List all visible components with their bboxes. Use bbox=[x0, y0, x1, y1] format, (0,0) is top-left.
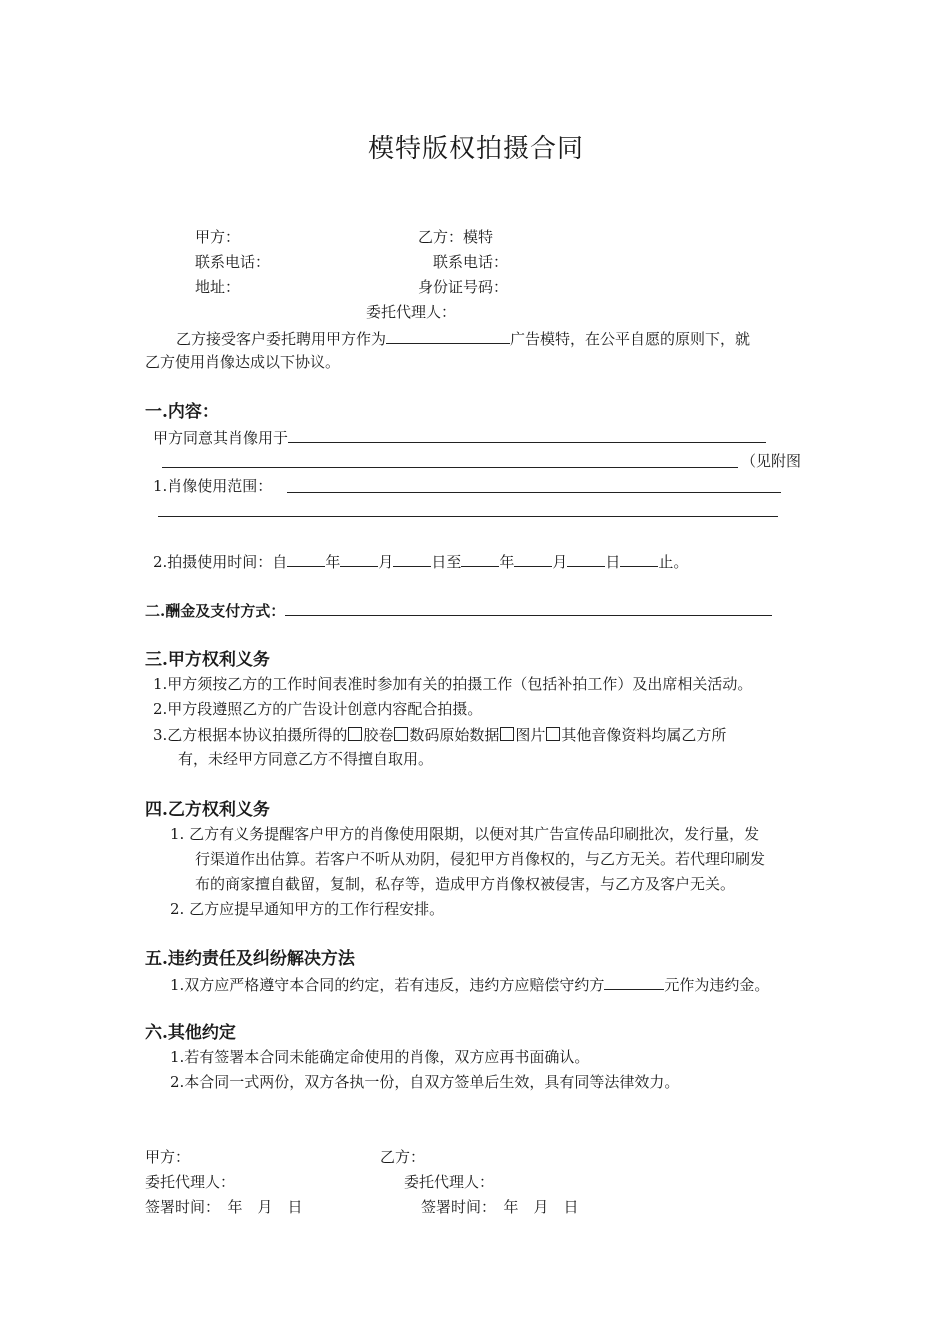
signature-party-a-date: 签署时间： 年 月 日 bbox=[145, 1198, 303, 1216]
see-figure-text: （见附图 bbox=[741, 452, 802, 470]
portrait-use-label: 甲方同意其肖像用于 bbox=[153, 429, 289, 447]
end-blank[interactable] bbox=[620, 553, 658, 567]
intro-text-a: 乙方接受客户委托聘用甲方作为 bbox=[176, 330, 387, 348]
start-year-blank[interactable] bbox=[287, 553, 325, 567]
portrait-use-blank[interactable] bbox=[288, 429, 766, 443]
penalty-amount-blank[interactable] bbox=[604, 976, 664, 990]
s4-item-2: 2. 乙方应提早通知甲方的工作行程安排。 bbox=[170, 900, 445, 918]
section-6-heading: 六.其他约定 bbox=[145, 1023, 236, 1043]
end-year-blank[interactable] bbox=[461, 553, 499, 567]
other-media-label: 其他音像资料均属乙方所 bbox=[561, 726, 727, 744]
signature-party-b: 乙方： bbox=[380, 1148, 426, 1166]
s4-item-1-line-1: 1. 乙方有义务提醒客户甲方的肖像使用限期，以便对其广告宣传品印刷批次，发行量，发 bbox=[170, 825, 760, 843]
party-b-agent: 委托代理人： bbox=[366, 303, 457, 321]
s5-item-1-text-a: 1.双方应严格遵守本合同的约定，若有违反，违约方应赔偿守约方 bbox=[170, 976, 605, 994]
s3-item-3 bbox=[153, 727, 726, 743]
signature-party-b-date: 签署时间： 年 月 日 bbox=[421, 1198, 579, 1216]
party-b-id-number: 身份证号码： bbox=[418, 278, 509, 296]
period-label: 2.拍摄使用时间：自 bbox=[153, 553, 288, 571]
s5-item-1 bbox=[170, 976, 769, 993]
party-b-label: 乙方：模特 bbox=[418, 228, 494, 246]
signature-party-b-agent: 委托代理人： bbox=[404, 1173, 495, 1191]
s4-item-1-line-2: 行渠道作出估算。若客户不听从劝阴，侵犯甲方肖像权的，与乙方无关。若代理印刷发 bbox=[195, 850, 766, 868]
ad-type-blank[interactable] bbox=[386, 330, 510, 344]
intro-line-2: 乙方使用肖像达成以下协议。 bbox=[145, 353, 341, 371]
s3-item-1: 1.甲方须按乙方的工作时间表准时参加有关的拍摄工作（包括补拍工作）及出席相关活动。 bbox=[153, 675, 753, 693]
intro-line-1 bbox=[176, 330, 750, 347]
section-5-heading: 五.违约责任及纠纷解决方法 bbox=[145, 949, 355, 969]
month-text: 月 bbox=[552, 553, 568, 571]
month-text: 月 bbox=[378, 553, 394, 571]
section-4-heading: 四.乙方权利义务 bbox=[145, 800, 270, 820]
section-1-heading: 一.内容： bbox=[145, 402, 219, 422]
section-2-heading: 二.酬金及支付方式： bbox=[145, 602, 286, 620]
digital-data-checkbox[interactable] bbox=[394, 727, 408, 741]
signature-party-a-agent: 委托代理人： bbox=[145, 1173, 236, 1191]
s4-item-1-line-3: 布的商家擅自截留，复制，私存等，造成甲方肖像权被侵害，与乙方及客户无关。 bbox=[195, 875, 736, 893]
intro-text-b: 广告模特，在公平自愿的原则下，就 bbox=[510, 330, 751, 348]
s3-item-3-text: 3.乙方根据本协议拍摄所得的 bbox=[153, 726, 348, 744]
s6-item-2: 2.本合同一式两份，双方各执一份，自双方签单后生效，具有同等法律效力。 bbox=[170, 1073, 680, 1091]
photo-checkbox[interactable] bbox=[500, 727, 514, 741]
s3-item-3-cont: 有，未经甲方同意乙方不得擅自取用。 bbox=[178, 750, 434, 768]
s5-item-1-text-b: 元作为违约金。 bbox=[664, 976, 770, 994]
section-3-heading: 三.甲方权利义务 bbox=[145, 650, 270, 670]
document-title: 模特版权拍摄合同 bbox=[368, 134, 585, 164]
s3-item-2: 2.甲方段遵照乙方的广告设计创意内容配合拍摄。 bbox=[153, 700, 483, 718]
other-media-checkbox[interactable] bbox=[546, 727, 560, 741]
year-text: 年 bbox=[325, 553, 341, 571]
portrait-use-line bbox=[153, 429, 766, 446]
day-to-text: 日至 bbox=[431, 553, 462, 571]
photo-label: 图片 bbox=[515, 726, 546, 744]
digital-data-label: 数码原始数据 bbox=[409, 726, 500, 744]
film-label: 胶卷 bbox=[363, 726, 394, 744]
year-text: 年 bbox=[499, 553, 515, 571]
payment-blank[interactable] bbox=[285, 602, 772, 616]
day-text: 日 bbox=[605, 553, 621, 571]
end-day-blank[interactable] bbox=[567, 553, 605, 567]
s6-item-1: 1.若有签署本合同未能确定命使用的肖像，双方应再书面确认。 bbox=[170, 1048, 590, 1066]
end-month-blank[interactable] bbox=[514, 553, 552, 567]
usage-scope-label: 1.肖像使用范围： bbox=[153, 477, 273, 495]
usage-scope-blank[interactable] bbox=[287, 492, 781, 493]
section-2-line bbox=[145, 602, 772, 619]
shooting-period-line bbox=[153, 553, 688, 570]
end-text: 止。 bbox=[658, 553, 689, 571]
film-checkbox[interactable] bbox=[348, 727, 362, 741]
party-a-label: 甲方： bbox=[195, 228, 241, 246]
party-a-phone: 联系电话： bbox=[195, 253, 271, 271]
start-day-blank[interactable] bbox=[393, 553, 431, 567]
party-a-address: 地址： bbox=[195, 278, 241, 296]
signature-party-a: 甲方： bbox=[145, 1148, 191, 1166]
start-month-blank[interactable] bbox=[340, 553, 378, 567]
usage-scope-blank-2[interactable] bbox=[158, 516, 778, 517]
portrait-use-blank-2[interactable] bbox=[162, 467, 738, 468]
party-b-phone: 联系电话： bbox=[433, 253, 509, 271]
